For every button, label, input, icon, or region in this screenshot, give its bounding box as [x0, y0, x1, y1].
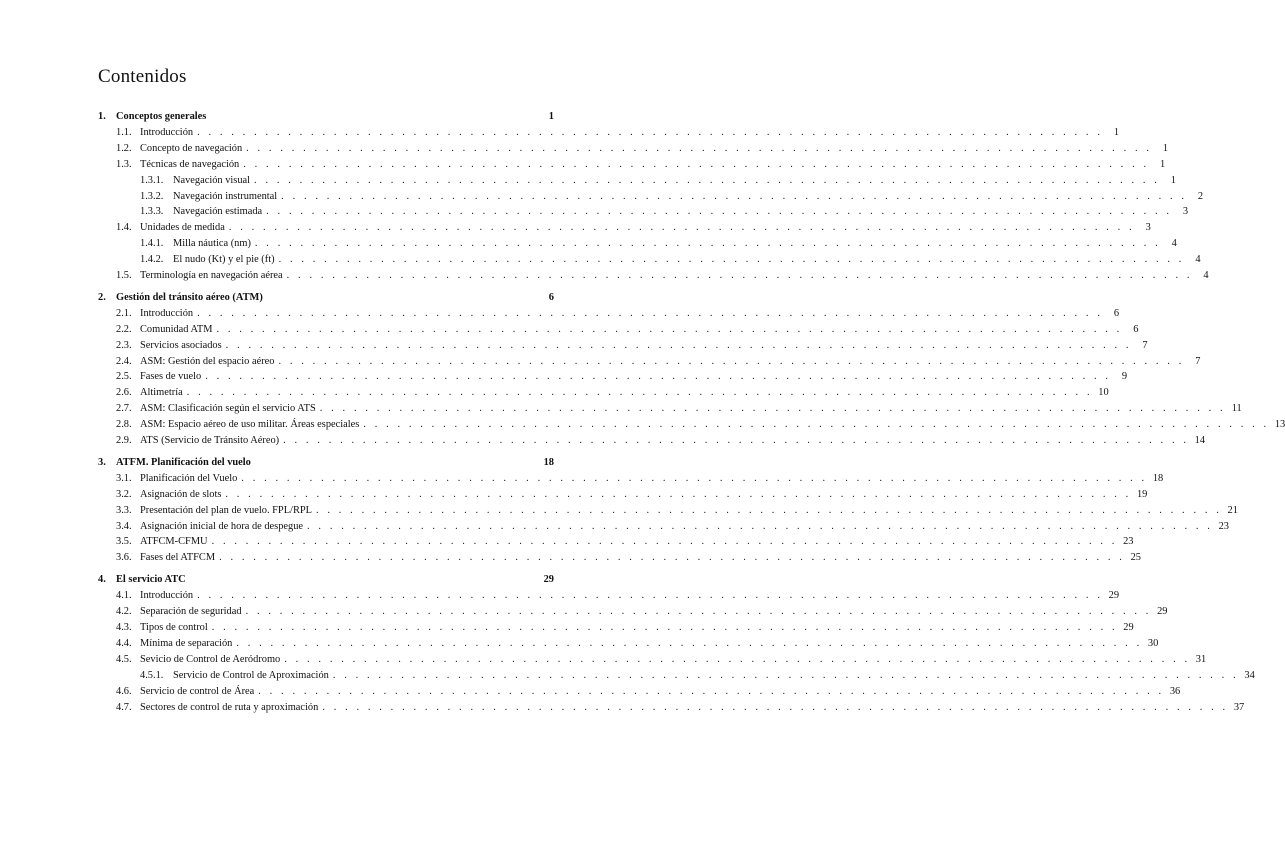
- toc-entry-page: 1: [1170, 174, 1176, 186]
- toc-dot-leader: . . . . . . . . . . . . . . . . . . . . . . . . . . . . . . . . . . . . . . . . . . . . . . . . . . . . . . . . . . . . . . . . . . . . . . . . . . . . . . . .: [243, 158, 1150, 170]
- toc-dot-leader: . . . . . . . . . . . . . . . . . . . . . . . . . . . . . . . . . . . . . . . . . . . . . . . . . . . . . . . . . . . . . . . . . . . . . . . . . . . . . . . .: [332, 669, 1239, 681]
- toc-entry-title: Terminología en navegación aérea: [140, 270, 283, 282]
- toc-chapter-page: 1: [548, 111, 554, 122]
- toc-entry-page: 2: [1197, 190, 1204, 202]
- toc-entry-page: 25: [1130, 552, 1141, 564]
- toc-dot-leader: . . . . . . . . . . . . . . . . . . . . . . . . . . . . . . . . . . . . . . . . . . . . . . . . . . . . . . . . . . . . . . . . . . . . . . . . . . . . . . . .: [241, 472, 1148, 484]
- toc-entry-title: Navegación visual: [173, 174, 251, 186]
- toc-entry-title: Sectores de control de ruta y aproximación: [140, 701, 319, 713]
- toc-entry-number: 2.4.: [116, 355, 132, 367]
- toc-entry-page: 6: [1113, 307, 1120, 319]
- toc-entry-title: Comunidad ATM: [140, 323, 213, 335]
- toc-dot-leader: . . . . . . . . . . . . . . . . . . . . . . . . . . . . . . . . . . . . . . . . . . . . . . . . . . . . . . . . . . . . . . . . . . . . . . . . . . . . . . . .: [283, 435, 1190, 447]
- toc-entry-number: 2.7.: [116, 403, 132, 415]
- toc-section-entry[interactable]: [98, 536, 1134, 552]
- toc-section-entry[interactable]: [98, 504, 1238, 521]
- toc-entry-number: 2.5.: [116, 371, 132, 383]
- toc-dot-leader: . . . . . . . . . . . . . . . . . . . . . . . . . . . . . . . . . . . . . . . . . . . . . . . . . . . . . . . . . . . . . . . . . . . . . . . . . . . . . . . .: [225, 488, 1132, 500]
- toc-section-entry[interactable]: [98, 127, 1120, 143]
- toc-chapter-entry[interactable]: [98, 111, 554, 127]
- toc-chapter-entry[interactable]: [98, 292, 554, 308]
- toc-entry-title: Milla náutica (nm): [173, 238, 251, 250]
- toc-dot-leader: . . . . . . . . . . . . . . . . . . . . . . . . . . . . . . . . . . . . . . . . . . . . . . . . . . . . . . . . . . . . . . . . . . . . . . . . . . . . . . . .: [254, 174, 1160, 186]
- toc-subsubsection-entry[interactable]: [98, 206, 1189, 222]
- toc-entry-number: 4.5.: [116, 653, 132, 665]
- toc-chapter-title: El servicio ATC: [116, 574, 186, 586]
- toc-entry-page: 6: [1133, 323, 1139, 335]
- toc-section-entry[interactable]: [98, 307, 1120, 324]
- toc-entry-title: ASM: Espacio aéreo de uso militar. Áreas especiales: [140, 419, 360, 431]
- toc-section-entry[interactable]: [98, 142, 1169, 159]
- toc-entry-number: 2.8.: [116, 419, 132, 431]
- toc-entry-title: Sevicio de Control de Aeródromo: [140, 653, 281, 665]
- toc-entry-number: 4.5.1.: [140, 669, 164, 681]
- toc-entry-number: 1.2.: [116, 142, 132, 154]
- toc-dot-leader: . . . . . . . . . . . . . . . . . . . . . . . . . . . . . . . . . . . . . . . . . . . . . . . . . . . . . . . . . . . . . . . . . . . . . . . . . . . . . . . .: [197, 590, 1104, 602]
- toc-entry-title: Mínima de separación: [140, 637, 233, 649]
- toc-entry-title: Servicio de control de Área: [140, 685, 255, 697]
- toc-section-entry[interactable]: [98, 472, 1164, 489]
- toc-entry-number: 1.4.1.: [140, 238, 164, 250]
- toc-dot-leader: . . . . . . . . . . . . . . . . . . . . . . . . . . . . . . . . . . . . . . . . . . . . . . . . . . . . . . . . . . . . . . . . . . . . . . . . . . . . . . . .: [316, 504, 1222, 516]
- toc-chapter-number: 1.: [98, 111, 106, 122]
- toc-section-entry[interactable]: [98, 222, 1151, 238]
- toc-entry-page: 29: [1108, 590, 1120, 602]
- toc-entry-title: Asignación inicial de hora de despegue: [140, 520, 304, 532]
- toc-entry-page: 36: [1169, 685, 1181, 697]
- toc-entry-title: ATFCM-CFMU: [140, 536, 208, 548]
- toc-entry-number: 2.6.: [116, 387, 132, 399]
- toc-entry-number: 3.6.: [116, 552, 132, 564]
- toc-entry-title: Introducción: [140, 590, 194, 602]
- toc-subsubsection-entry[interactable]: [98, 254, 1201, 270]
- toc-section-entry[interactable]: [98, 403, 1242, 419]
- toc-entry-page: 3: [1182, 206, 1189, 218]
- toc-entry-title: ATS (Servicio de Tránsito Aéreo): [140, 435, 280, 447]
- toc-dot-leader: . . . . . . . . . . . . . . . . . . . . . . . . . . . . . . . . . . . . . . . . . . . . . . . . . . . . . . . . . . . . . . . . . . . . . . . . . . . . . . . .: [281, 190, 1188, 202]
- toc-entry-title: Presentación del plan de vuelo. FPL/RPL: [140, 504, 312, 516]
- toc-dot-leader: . . . . . . . . . . . . . . . . . . . . . . . . . . . . . . . . . . . . . . . . . . . . . . . . . . . . . . . . . . . . . . . . . . . . . . . . . . . . . . . .: [286, 270, 1193, 282]
- toc-dot-leader: . . . . . . . . . . . . . . . . . . . . . . . . . . . . . . . . . . . . . . . . . . . . . . . . . . . . . . . . . . . . . . . . . . . . . . . . . . . . . . . .: [278, 254, 1185, 266]
- toc-entry-title: Fases de vuelo: [140, 371, 202, 383]
- toc-entry-number: 1.4.2.: [140, 254, 164, 266]
- toc-subsubsection-entry[interactable]: [98, 190, 1204, 207]
- toc-section-entry[interactable]: [98, 653, 1207, 670]
- toc-section-entry[interactable]: [98, 520, 1229, 537]
- toc-dot-leader: . . . . . . . . . . . . . . . . . . . . . . . . . . . . . . . . . . . . . . . . . . . . . . . . . . . . . . . . . . . . . . . . . . . . . . . . . . . . . . . .: [216, 323, 1123, 335]
- toc-entry-title: El nudo (Kt) y el pie (ft): [173, 254, 275, 266]
- toc-chapter-entry[interactable]: [98, 457, 554, 473]
- toc-entry-title: Altimetría: [140, 387, 183, 399]
- toc-section-entry[interactable]: [98, 355, 1201, 372]
- toc-entry-number: 4.3.: [116, 622, 132, 634]
- toc-section-entry[interactable]: [98, 339, 1148, 356]
- toc-section-entry[interactable]: [98, 685, 1181, 702]
- toc-chapter-section: [98, 291, 1285, 451]
- toc-entry-number: 4.7.: [116, 701, 132, 713]
- toc-entry-page: 30: [1147, 637, 1159, 649]
- toc-entry-title: Navegación instrumental: [173, 190, 278, 202]
- toc-section-entry[interactable]: [98, 371, 1128, 387]
- toc-dot-leader: . . . . . . . . . . . . . . . . . . . . . . . . . . . . . . . . . . . . . . . . . . . . . . . . . . . . . . . . . . . . . . . . . . . . . . . . . . . . . . . .: [211, 536, 1118, 548]
- toc-entry-page: 23: [1218, 520, 1229, 532]
- toc-entry-page: 1: [1159, 158, 1166, 170]
- toc-entry-number: 3.3.: [116, 504, 132, 516]
- toc-dot-leader: . . . . . . . . . . . . . . . . . . . . . . . . . . . . . . . . . . . . . . . . . . . . . . . . . . . . . . . . . . . . . . . . . . . . . . . . . . . . . . . .: [307, 520, 1213, 532]
- toc-dot-leader: . . . . . . . . . . . . . . . . . . . . . . . . . . . . . . . . . . . . . . . . . . . . . . . . . . . . . . . . . . . . . . . . . . . . . . . . . . . . . . . .: [236, 637, 1143, 649]
- toc-chapter-number: 4.: [98, 574, 106, 586]
- toc-entry-number: 4.1.: [116, 590, 132, 602]
- toc-dot-leader: . . . . . . . . . . . . . . . . . . . . . . . . . . . . . . . . . . . . . . . . . . . . . . . . . . . . . . . . . . . . . . . . . . . . . . . . . . . . . . . .: [245, 606, 1152, 618]
- toc-entry-page: 19: [1136, 488, 1148, 500]
- toc-section-entry[interactable]: [98, 701, 1245, 718]
- toc-entry-page: 29: [1123, 622, 1134, 634]
- toc-chapter-page: 29: [543, 574, 554, 586]
- toc-entry-page: 10: [1098, 387, 1109, 399]
- toc-entry-page: 31: [1195, 653, 1207, 665]
- toc-entry-number: 2.1.: [116, 307, 132, 319]
- toc-section-entry[interactable]: [98, 323, 1139, 340]
- toc-subsubsection-entry[interactable]: [98, 669, 1255, 686]
- toc-dot-leader: . . . . . . . . . . . . . . . . . . . . . . . . . . . . . . . . . . . . . . . . . . . . . . . . . . . . . . . . . . . . . . . . . . . . . . . . . . . . . . . .: [228, 222, 1135, 234]
- toc-dot-leader: . . . . . . . . . . . . . . . . . . . . . . . . . . . . . . . . . . . . . . . . . . . . . . . . . . . . . . . . . . . . . . . . . . . . . . . . . . . . . . . .: [322, 701, 1229, 713]
- toc-dot-leader: . . . . . . . . . . . . . . . . . . . . . . . . . . . . . . . . . . . . . . . . . . . . . . . . . . . . . . . . . . . . . . . . . . . . . . . . . . . . . . . .: [219, 552, 1125, 564]
- toc-chapter-page: 18: [543, 456, 554, 468]
- toc-entry-number: 1.3.1.: [140, 174, 164, 186]
- toc-dot-leader: . . . . . . . . . . . . . . . . . . . . . . . . . . . . . . . . . . . . . . . . . . . . . . . . . . . . . . . . . . . . . . . . . . . . . . . . . . . . . . . .: [254, 238, 1161, 250]
- toc-chapter-title: ATFM. Planificación del vuelo: [116, 456, 251, 468]
- toc-dot-leader: . . . . . . . . . . . . . . . . . . . . . . . . . . . . . . . . . . . . . . . . . . . . . . . . . . . . . . . . . . . . . . . . . . . . . . . . . . . . . . . .: [278, 355, 1185, 367]
- toc-entry-page: 9: [1121, 371, 1128, 383]
- toc-entry-page: 4: [1203, 270, 1209, 282]
- toc-entry-title: Servicios asociados: [140, 339, 222, 351]
- toc-chapter-number: 2.: [98, 291, 106, 303]
- toc-entry-number: 3.1.: [116, 472, 132, 484]
- toc-subsubsection-entry[interactable]: [98, 174, 1176, 191]
- toc-chapter-entry[interactable]: [98, 574, 554, 590]
- toc-entry-title: Unidades de medida: [140, 222, 225, 234]
- toc-dot-leader: . . . . . . . . . . . . . . . . . . . . . . . . . . . . . . . . . . . . . . . . . . . . . . . . . . . . . . . . . . . . . . . . . . . . . . . . . . . . . . . .: [284, 653, 1191, 665]
- toc-section-entry[interactable]: [98, 158, 1166, 175]
- toc-chapter-title: Gestión del tránsito aéreo (ATM): [116, 291, 263, 303]
- toc-entry-title: Asignación de slots: [140, 488, 222, 500]
- toc-entry-number: 3.5.: [116, 536, 132, 548]
- toc-entry-page: 4: [1195, 254, 1201, 266]
- toc-dot-leader: . . . . . . . . . . . . . . . . . . . . . . . . . . . . . . . . . . . . . . . . . . . . . . . . . . . . . . . . . . . . . . . . . . . . . . . . . . . . . . . .: [319, 403, 1226, 415]
- toc-entry-page: 7: [1195, 355, 1201, 367]
- toc-entry-title: Fases del ATFCM: [140, 552, 216, 564]
- toc-entry-page: 29: [1157, 606, 1168, 618]
- toc-chapter-page: 6: [548, 291, 554, 303]
- toc-entry-page: 7: [1142, 339, 1148, 351]
- toc-entry-number: 1.5.: [116, 270, 132, 282]
- toc-dot-leader: . . . . . . . . . . . . . . . . . . . . . . . . . . . . . . . . . . . . . . . . . . . . . . . . . . . . . . . . . . . . . . . . . . . . . . . . . . . . . . . .: [363, 419, 1270, 431]
- toc-entry-page: 11: [1231, 403, 1242, 415]
- toc-entry-number: 4.6.: [116, 685, 132, 697]
- toc-entry-title: ASM: Clasificación según el servicio ATS: [140, 403, 316, 415]
- toc-dot-leader: . . . . . . . . . . . . . . . . . . . . . . . . . . . . . . . . . . . . . . . . . . . . . . . . . . . . . . . . . . . . . . . . . . . . . . . . . . . . . . . .: [186, 387, 1093, 399]
- toc-entry-number: 2.9.: [116, 435, 132, 447]
- toc-entry-number: 4.2.: [116, 606, 132, 618]
- toc-section-entry[interactable]: [98, 552, 1141, 568]
- toc-section-entry[interactable]: [98, 622, 1134, 638]
- toc-entry-page: 14: [1194, 435, 1206, 447]
- toc-entry-page: 23: [1123, 536, 1134, 548]
- toc-entry-page: 13: [1274, 419, 1285, 431]
- table-of-contents: [98, 111, 1285, 723]
- toc-entry-number: 4.4.: [116, 637, 132, 649]
- toc-chapter-section: [98, 574, 1255, 717]
- toc-dot-leader: . . . . . . . . . . . . . . . . . . . . . . . . . . . . . . . . . . . . . . . . . . . . . . . . . . . . . . . . . . . . . . . . . . . . . . . . . . . . . . . .: [205, 371, 1112, 383]
- toc-entry-number: 3.4.: [116, 520, 132, 532]
- toc-dot-leader: . . . . . . . . . . . . . . . . . . . . . . . . . . . . . . . . . . . . . . . . . . . . . . . . . . . . . . . . . . . . . . . . . . . . . . . . . . . . . . . .: [197, 127, 1104, 138]
- toc-entry-page: 34: [1244, 669, 1255, 681]
- toc-entry-number: 1.3.2.: [140, 190, 164, 202]
- toc-entry-page: 4: [1171, 238, 1177, 250]
- toc-entry-number: 3.2.: [116, 488, 132, 500]
- toc-entry-number: 2.3.: [116, 339, 132, 351]
- toc-chapter-section: [98, 456, 1238, 568]
- toc-entry-title: Separación de seguridad: [140, 606, 242, 618]
- toc-entry-title: Tipos de control: [140, 622, 208, 634]
- toc-entry-title: Introducción: [140, 307, 194, 319]
- toc-section-entry[interactable]: [98, 590, 1120, 606]
- toc-section-entry[interactable]: [98, 488, 1148, 505]
- toc-section-entry[interactable]: [98, 270, 1209, 286]
- toc-entry-title: Planificación del Vuelo: [140, 472, 238, 484]
- toc-subsubsection-entry[interactable]: [98, 238, 1177, 254]
- toc-entry-title: ASM: Gestión del espacio aéreo: [140, 355, 275, 367]
- toc-entry-number: 2.2.: [116, 323, 132, 335]
- toc-entry-number: 1.3.: [116, 158, 132, 170]
- toc-entry-title: Navegación estimada: [173, 206, 263, 218]
- toc-entry-page: 18: [1152, 472, 1164, 484]
- toc-entry-title: Servicio de Control de Aproximación: [173, 669, 329, 681]
- page-title: Contenidos: [98, 66, 187, 87]
- toc-chapter-number: 3.: [98, 456, 106, 468]
- toc-entry-page: 3: [1145, 222, 1151, 234]
- toc-section-entry[interactable]: [98, 637, 1159, 654]
- toc-entry-page: 1: [1113, 127, 1120, 138]
- toc-dot-leader: . . . . . . . . . . . . . . . . . . . . . . . . . . . . . . . . . . . . . . . . . . . . . . . . . . . . . . . . . . . . . . . . . . . . . . . . . . . . . . . .: [246, 142, 1153, 154]
- toc-dot-leader: . . . . . . . . . . . . . . . . . . . . . . . . . . . . . . . . . . . . . . . . . . . . . . . . . . . . . . . . . . . . . . . . . . . . . . . . . . . . . . . .: [225, 339, 1132, 351]
- toc-entry-page: 37: [1233, 701, 1245, 713]
- toc-entry-number: 1.3.3.: [140, 206, 164, 218]
- toc-section-entry[interactable]: [98, 387, 1109, 403]
- toc-section-entry[interactable]: [98, 419, 1285, 435]
- toc-chapter-title: Conceptos generales: [116, 111, 207, 122]
- toc-entry-number: 1.4.: [116, 222, 132, 234]
- toc-dot-leader: . . . . . . . . . . . . . . . . . . . . . . . . . . . . . . . . . . . . . . . . . . . . . . . . . . . . . . . . . . . . . . . . . . . . . . . . . . . . . . . .: [197, 307, 1104, 319]
- toc-entry-title: Técnicas de navegación: [140, 158, 240, 170]
- toc-section-entry[interactable]: [98, 606, 1168, 622]
- toc-section-entry[interactable]: [98, 435, 1206, 451]
- toc-entry-page: 1: [1162, 142, 1169, 154]
- toc-entry-page: 21: [1227, 504, 1238, 516]
- toc-chapter-section: [98, 111, 1209, 286]
- toc-entry-title: Concepto de navegación: [140, 142, 243, 154]
- toc-dot-leader: . . . . . . . . . . . . . . . . . . . . . . . . . . . . . . . . . . . . . . . . . . . . . . . . . . . . . . . . . . . . . . . . . . . . . . . . . . . . . . . .: [211, 622, 1118, 634]
- toc-entry-number: 1.1.: [116, 127, 132, 138]
- toc-dot-leader: . . . . . . . . . . . . . . . . . . . . . . . . . . . . . . . . . . . . . . . . . . . . . . . . . . . . . . . . . . . . . . . . . . . . . . . . . . . . . . . .: [258, 685, 1165, 697]
- toc-entry-title: Introducción: [140, 127, 194, 138]
- toc-dot-leader: . . . . . . . . . . . . . . . . . . . . . . . . . . . . . . . . . . . . . . . . . . . . . . . . . . . . . . . . . . . . . . . . . . . . . . . . . . . . . . . .: [266, 206, 1173, 218]
